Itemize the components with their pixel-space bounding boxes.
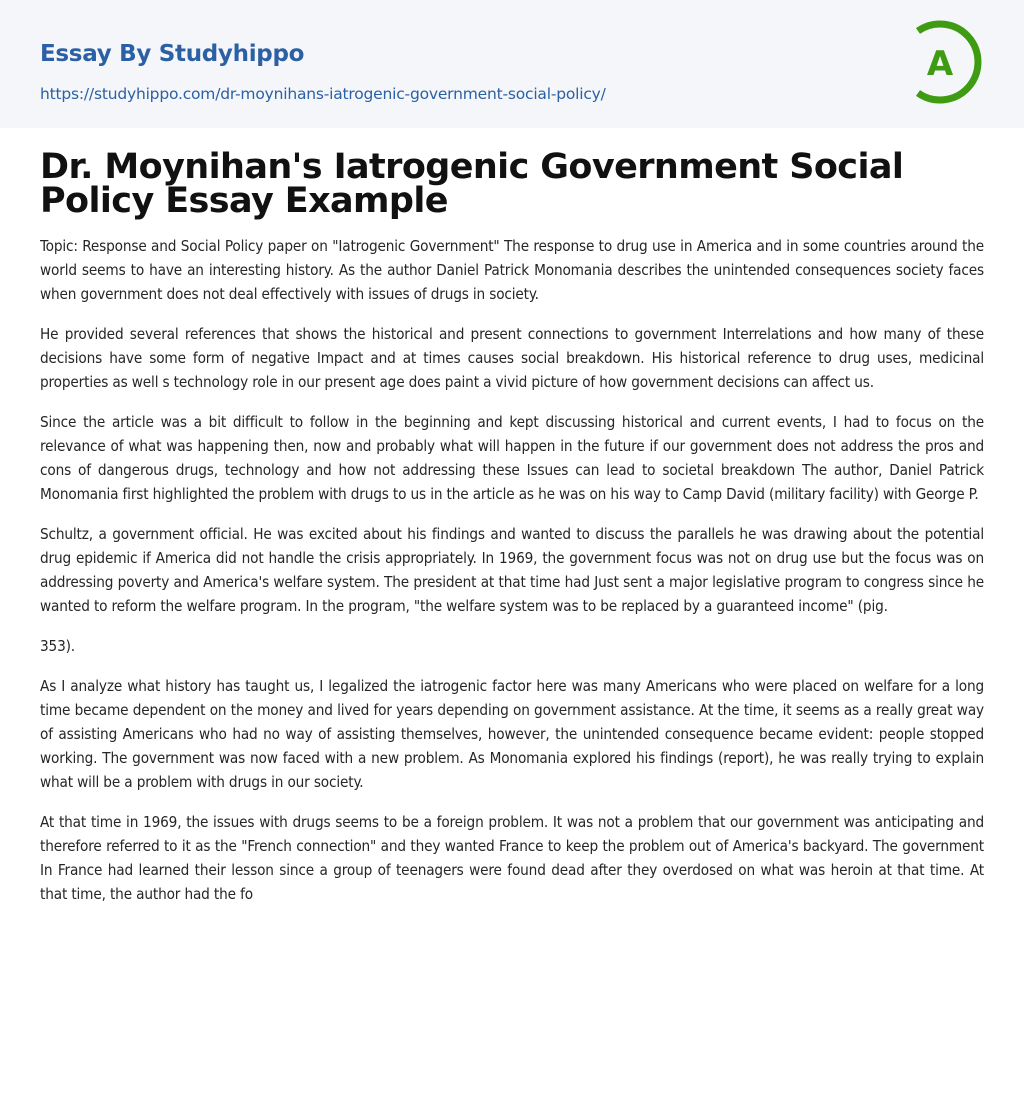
studyhippo-logo-icon[interactable]: [912, 19, 986, 105]
logo-letter: A: [926, 44, 954, 84]
brand-title: Essay By Studyhippo: [40, 41, 305, 67]
article-title: Dr. Moynihan's Iatrogenic Government Social Policy Essay Example: [40, 147, 904, 221]
article-paragraph: He provided several references that shows the historical and present connections to government Interrelations and how many of these decisions have some form of negative Impact and at times causes social breakdown. His historical reference to drug uses, medicinal properties as well s technology role in our present age does paint a vivid picture of how government decisions can affect us.: [40, 325, 984, 391]
article-content: [0, 128, 1024, 906]
article-paragraph: Since the article was a bit difficult to follow in the beginning and kept discussing historical and current events, I had to focus on the relevance of what was happening then, now and probably what will happen in the future if our government does not address the pros and cons of dangerous drugs, technology and how not addressing these Issues can lead to societal breakdown The author, Daniel Patrick Monomania first highlighted the problem with drugs to us in the article as he was on his way to Camp David (military facility) with George P.: [40, 413, 984, 503]
article-paragraph: 353).: [40, 637, 75, 655]
article-paragraph: At that time in 1969, the issues with drugs seems to be a foreign problem. It was not a problem that our government was anticipating and therefore referred to it as the "French connection" and they wanted France to keep the problem out of America's backyard. The government In France had learned their lesson since a group of teenagers were found dead after they overdosed on what was heroin at that time. At that time, the author had the fo: [40, 813, 984, 903]
article-paragraph: Topic: Response and Social Policy paper on "Iatrogenic Government" The response to drug use in America and in some countries around the world seems to have an interesting history. As the author Daniel Patrick Monomania describes the unintended consequences society faces when government does not deal effectively with issues of drugs in society.: [40, 237, 984, 303]
article-paragraph: Schultz, a government official. He was excited about his findings and wanted to discuss the parallels he was drawing about the potential drug epidemic if America did not handle the crisis appropriately. In 1969, the government focus was not on drug use but the focus was on addressing poverty and America's welfare system. The president at that time had Just sent a major legislative program to congress since he wanted to reform the welfare program. In the program, "the welfare system was to be replaced by a guaranteed income" (pig.: [40, 525, 984, 615]
article-paragraph: As I analyze what history has taught us, I legalized the iatrogenic factor here was many Americans who were placed on welfare for a long time became dependent on the money and lived for years depending on government assistance. At the time, it seems as a really great way of assisting Americans who had no way of assisting themselves, however, the unintended consequence became evident: people stopped working. The government was now faced with a new problem. As Monomania explored his findings (report), he was really trying to explain what will be a problem with drugs in our society.: [40, 677, 984, 791]
site-header: [0, 0, 1024, 128]
source-url-link[interactable]: https://studyhippo.com/dr-moynihans-iatrogenic-government-social-policy/: [40, 85, 606, 103]
